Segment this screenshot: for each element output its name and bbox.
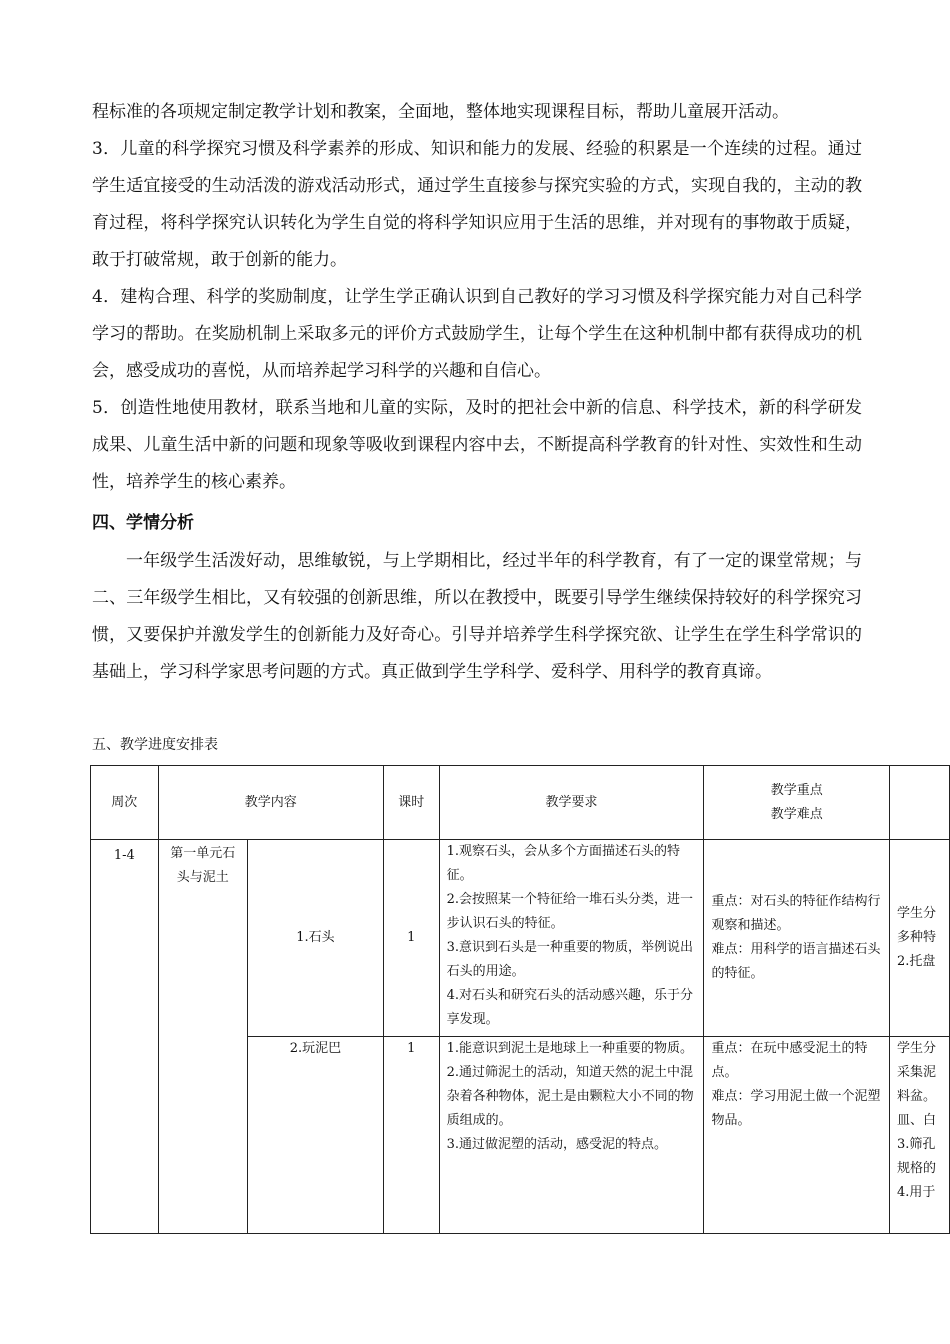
requirement-item: 1.能意识到泥土是地球上一种重要的物质。: [446, 1041, 694, 1056]
material-line: 4.用于: [897, 1185, 936, 1200]
paragraph-item-4: 4．建构合理、科学的奖励制度，让学生学正确认识到自己教好的学习习惯及科学探究能力对自己科学学习的帮助。在奖励机制上采取多元的评价方式鼓励学生，让每个学生在这种机制中都有获得成功的机会，感受成功的喜悦，从而培养起学习科学的兴趣和自信心。: [92, 287, 862, 381]
header-week: 周次: [91, 766, 159, 840]
section-heading-learning-analysis: 四、学情分析: [92, 513, 194, 533]
header-materials-cut: [890, 766, 950, 840]
material-line: 规格的: [897, 1161, 937, 1176]
schedule-table: [90, 765, 950, 1234]
material-line: 皿、白: [897, 1113, 937, 1128]
material-line: 料盆。: [897, 1089, 937, 1104]
keypoints-cell: [704, 1037, 890, 1234]
header-keypoints-line2: 教学难点: [770, 806, 823, 822]
requirement-item: 3.通过做泥塑的活动，感受泥的特点。: [446, 1137, 668, 1152]
requirement-item: 3.意识到石头是一种重要的物质，举例说出石头的用途。: [446, 940, 694, 979]
table-header-row: [91, 766, 950, 840]
requirement-item: 1.观察石头，会从多个方面描述石头的特征。: [446, 844, 681, 883]
requirements-cell: [439, 1037, 704, 1234]
week-cell: 1-4: [91, 840, 159, 1234]
materials-cell: [890, 1037, 950, 1234]
header-hours: 课时: [383, 766, 439, 840]
requirement-item: 2.通过筛泥土的活动，知道天然的泥土中混杂着各种物体，泥土是由颗粒大小不同的物质组成的。: [446, 1065, 694, 1128]
keypoint-difficulty: 难点：用科学的语言描述石头的特征。: [711, 942, 881, 981]
paragraph-item-5: 5．创造性地使用教材，联系当地和儿童的实际，及时的把社会中新的信息、科学技术，新的科学研发成果、儿童生活中新的问题和现象等吸收到课程内容中去，不断提高科学教育的针对性、实效性和生动性，培养学生的核心素养。: [92, 398, 862, 492]
body-text-top: [92, 94, 862, 501]
schedule-table-caption: 五、教学进度安排表: [92, 737, 218, 753]
header-keypoints: [704, 766, 890, 840]
learning-analysis-text: 一年级学生活泼好动，思维敏锐，与上学期相比，经过半年的科学教育，有了一定的课堂常规；与二、三年级学生相比，又有较强的创新思维，所以在教授中，既要引导学生继续保持较好的科学探究习惯，又要保护并激发学生的创新能力及好奇心。引导并培养学生科学探究欲、让学生在学生科学常识的基础上，学习科学家思考问题的方式。真正做到学生学科学、爱科学、用科学的教育真谛。: [92, 551, 862, 682]
materials-cell: [890, 840, 950, 1037]
material-line: 学生分: [897, 906, 937, 921]
lesson-cell: 1.石头: [248, 840, 384, 1037]
unit-cell: 第一单元石头与泥土: [158, 840, 247, 1234]
keypoint-difficulty: 难点：学习用泥土做一个泥塑物品。: [711, 1089, 881, 1128]
paragraph-item-3: 3．儿童的科学探究习惯及科学素养的形成、知识和能力的发展、经验的积累是一个连续的过程。通过学生适宜接受的生动活泼的游戏活动形式，通过学生直接参与探究实验的方式，实现自我的，主动的教育过程，将科学探究认识转化为学生自觉的将科学知识应用于生活的思维，并对现有的事物敢于质疑，敢于打破常规，敢于创新的能力。: [92, 139, 862, 270]
keypoint-focus: 重点：对石头的特征作结构行观察和描述。: [711, 894, 881, 933]
keypoint-focus: 重点：在玩中感受泥土的特点。: [711, 1041, 868, 1080]
material-line: 多种特: [897, 930, 937, 945]
requirements-cell: [439, 840, 704, 1037]
hours-cell: 1: [383, 1037, 439, 1234]
lesson-cell: 2.玩泥巴: [248, 1037, 384, 1234]
learning-analysis-paragraph: [92, 543, 862, 691]
material-line: 学生分: [897, 1041, 937, 1056]
material-line: 采集泥: [897, 1065, 937, 1080]
requirement-item: 4.对石头和研究石头的活动感兴趣，乐于分享发现。: [446, 988, 694, 1027]
material-line: 2.托盘: [897, 954, 936, 969]
requirement-item: 2.会按照某一个特征给一堆石头分类，进一步认识石头的特征。: [446, 892, 694, 931]
material-line: 3.筛孔: [897, 1137, 936, 1152]
table-row: [91, 840, 950, 1037]
hours-cell: 1: [383, 840, 439, 1037]
header-requirements: 教学要求: [439, 766, 704, 840]
paragraph-continued: 程标准的各项规定制定教学计划和教案，全面地，整体地实现课程目标，帮助儿童展开活动。: [92, 102, 789, 122]
header-keypoints-line1: 教学重点: [770, 782, 823, 798]
keypoints-cell: [704, 840, 890, 1037]
header-content: 教学内容: [158, 766, 383, 840]
